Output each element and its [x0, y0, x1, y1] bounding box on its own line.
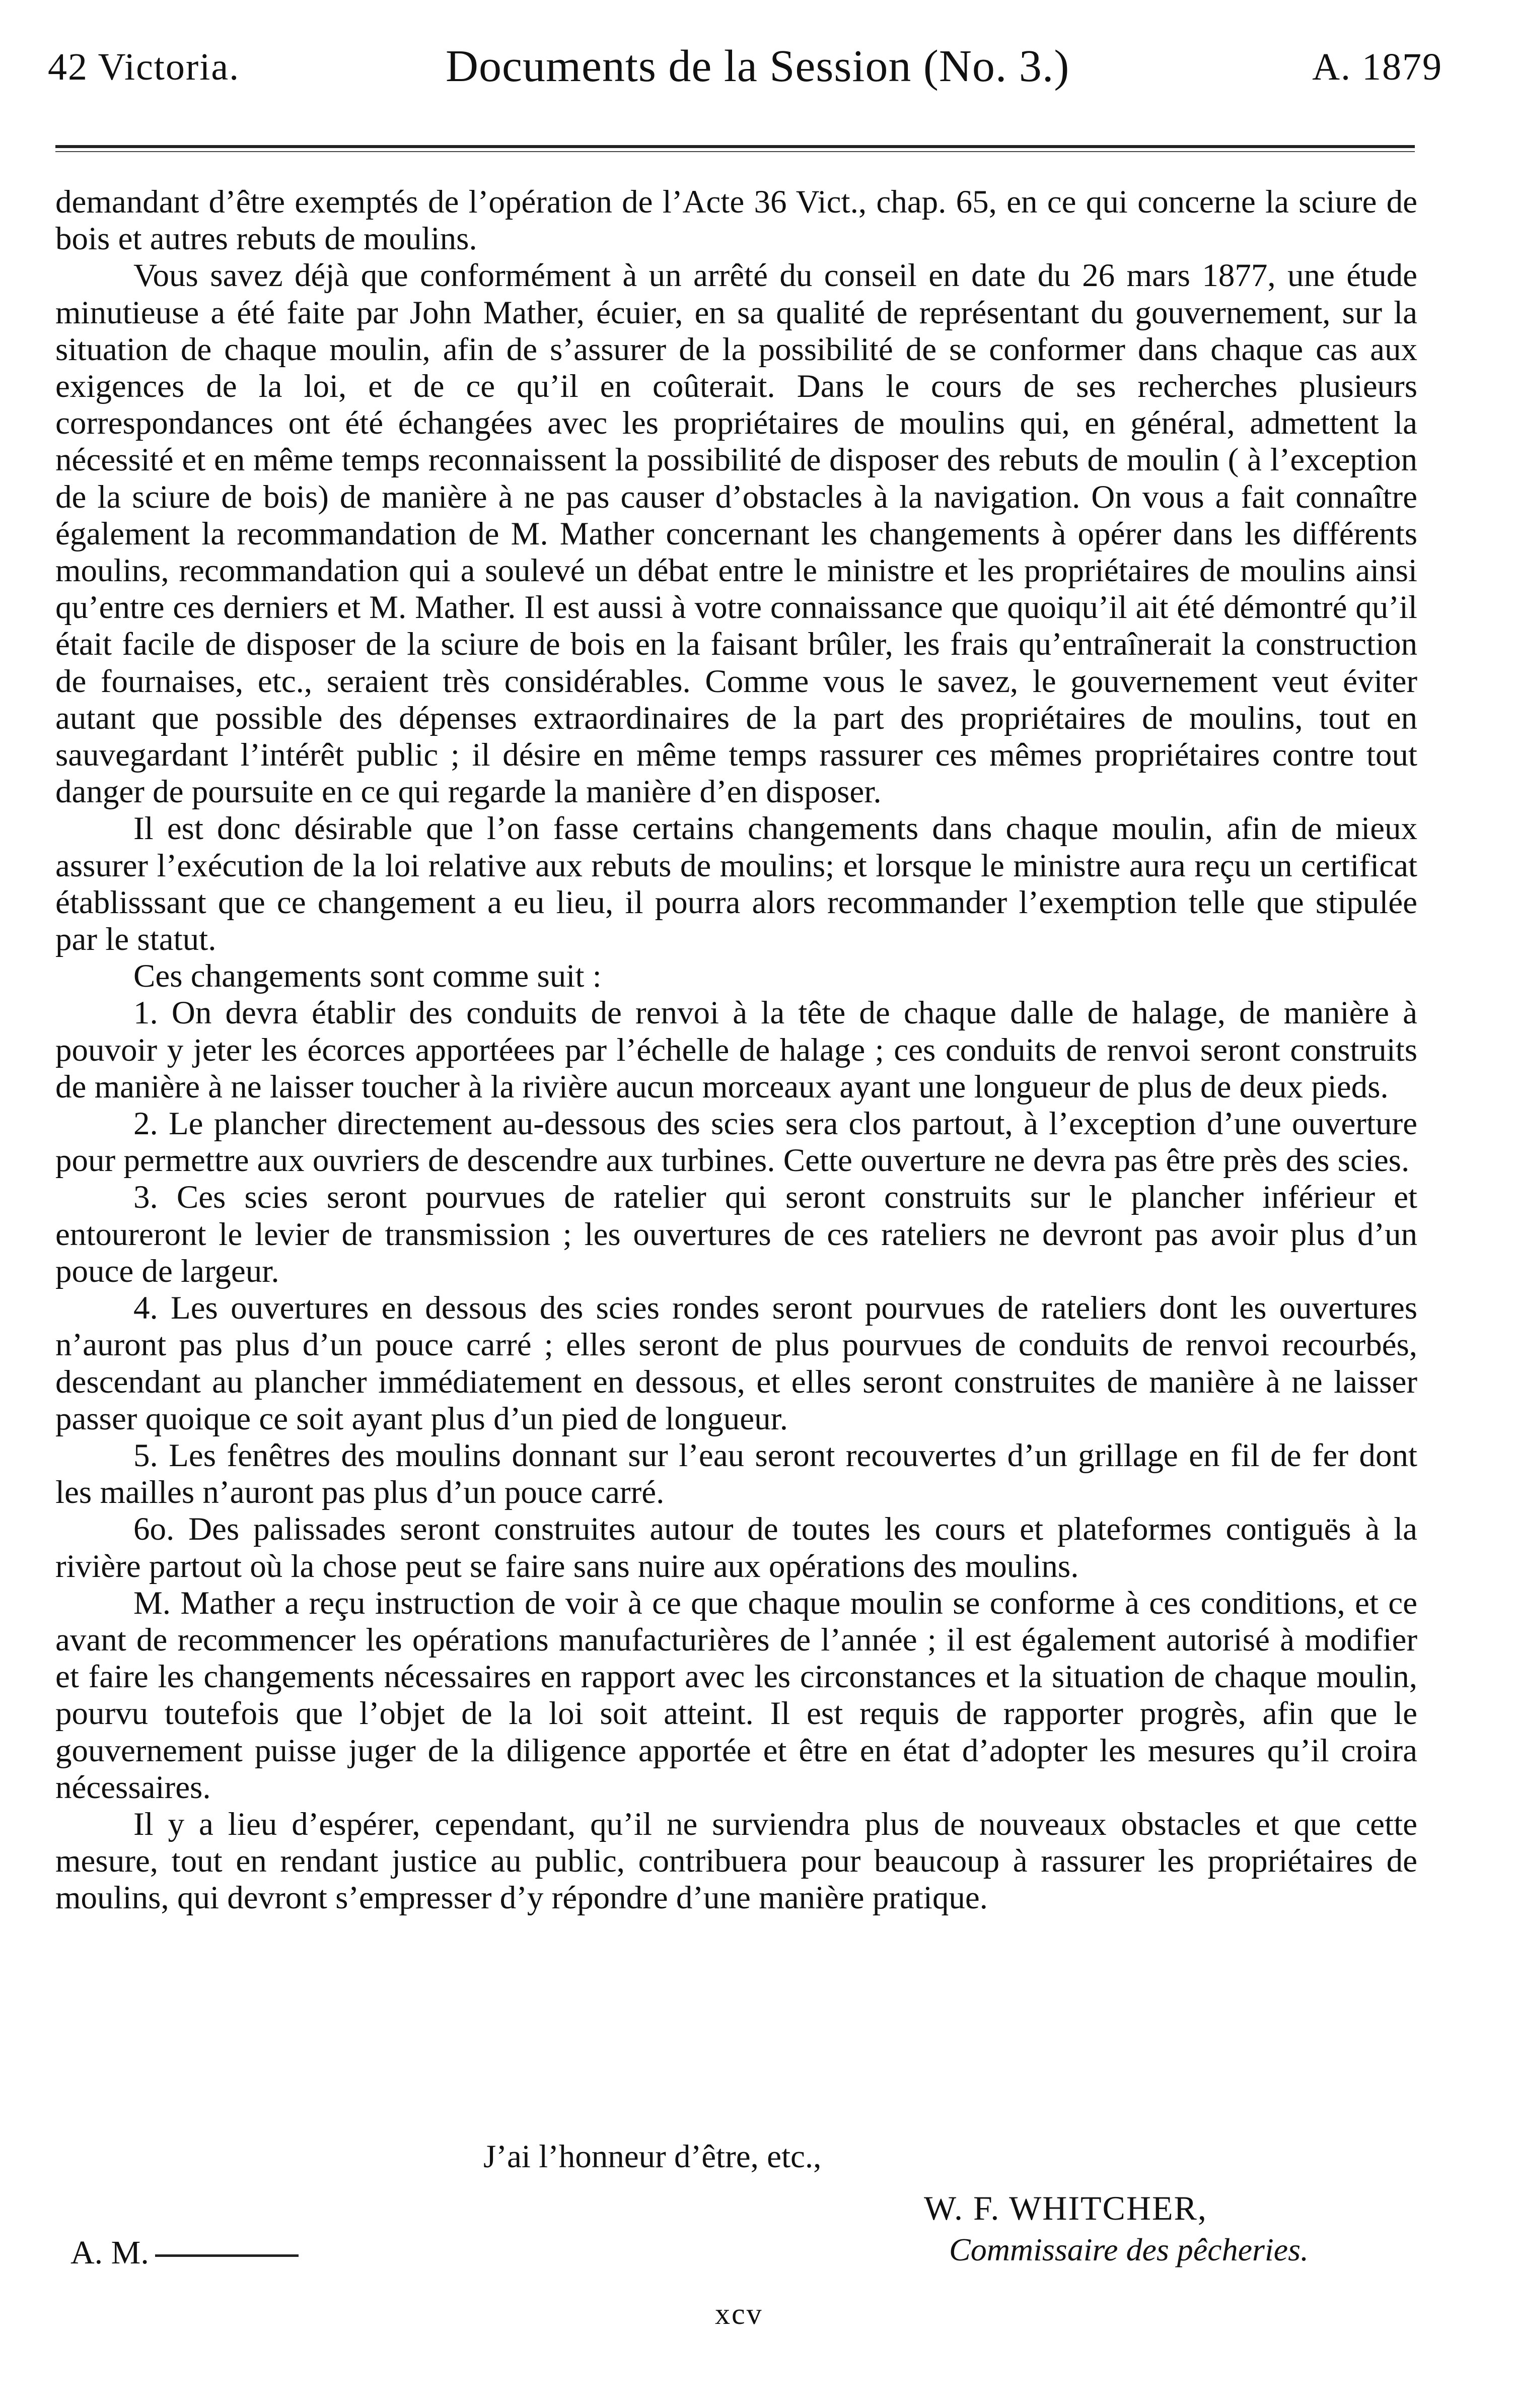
header-rule-thin [55, 151, 1415, 152]
header-rule-thick [55, 145, 1415, 148]
paragraph-3: Il est donc désirable que l’on fasse certains changements dans chaque moulin, afin de mieux assurer l’exécution de la loi relative aux rebuts de moulins; et lorsque le ministre aura reçu un certificat établisssant que ce changement a eu lieu, il pourra alors recommander l’exemption telle que stipulée par le statut. [55, 810, 1417, 958]
list-item-5: 5. Les fenêtres des moulins donnant sur l’eau seront recouvertes d’un grillage en fil de fer dont les mailles n’auront pas plus d’un pouce carré. [55, 1437, 1417, 1511]
closing-line: J’ai l’honneur d’être, etc., [483, 2139, 822, 2175]
signature-name: W. F. WHITCHER, [924, 2189, 1207, 2227]
am-marker [70, 2234, 299, 2272]
signature-title: Commissaire des pêcheries. [949, 2232, 1309, 2267]
letter-body [55, 184, 1417, 1917]
paragraph-6: Il y a lieu d’espérer, cependant, qu’il ne surviendra plus de nouveaux obstacles et que cette mesure, tout en rendant justice au public, contribuera pour beaucoup à rassurer les propriétaires de moulins, qui devront s’empresser d’y répondre d’une manière pratique. [55, 1806, 1417, 1916]
am-text: A. M. [70, 2234, 149, 2271]
list-item-1: 1. On devra établir des conduits de renvoi à la tête de chaque dalle de halage, de manière à pouvoir y jeter les écorces apportéees par l’échelle de halage ; ces conduits de renvoi seront construits de manière à ne laisser toucher à la rivière aucun morceaux ayant une longueur de plus de deux pieds. [55, 995, 1417, 1105]
header-year: A. 1879 [1312, 46, 1443, 88]
page-folio: xcv [715, 2297, 763, 2330]
list-item-6: 6o. Des palissades seront construites autour de toutes les cours et plateformes contiguës à la rivière partout où la chose peut se faire sans nuire aux opérations des moulins. [55, 1511, 1417, 1585]
paragraph-5: M. Mather a reçu instruction de voir à ce que chaque moulin se conforme à ces conditions, et ce avant de recommencer les opérations manufacturières de l’année ; il est également autorisé à modifier et faire les changements nécessaires en rapport avec les circonstances et la situation de chaque moulin, pourvu toutefois que l’objet de la loi soit atteint. Il est requis de rapporter progrès, afin que le gouvernement puisse juger de la diligence apportée et être en état d’adopter les mesures qu’il croira nécessaires. [55, 1585, 1417, 1806]
paragraph-1: demandant d’être exemptés de l’opération de l’Acte 36 Vict., chap. 65, en ce qui concerne la sciure de bois et autres rebuts de moulins. [55, 184, 1417, 257]
list-item-4: 4. Les ouvertures en dessous des scies rondes seront pourvues de rateliers dont les ouvertures n’auront pas plus d’un pouce carré ; elles seront de plus pourvues de conduits de renvoi recourbés, descendant au plancher immédiatement en dessous, et elles seront construites de manière à ne laisser passer quoique ce soit ayant plus d’un pied de longueur. [55, 1290, 1417, 1437]
list-item-3: 3. Ces scies seront pourvues de ratelier qui seront construits sur le plancher inférieur et entoureront le levier de transmission ; les ouvertures de ces rateliers ne devront pas avoir plus d’un pouce de largeur. [55, 1179, 1417, 1289]
list-item-2: 2. Le plancher directement au-dessous des scies sera clos partout, à l’exception d’une ouverture pour permettre aux ouvriers de descendre aux turbines. Cette ouverture ne devra pas être près des scies. [55, 1106, 1417, 1179]
header-volume: 42 Victoria. [48, 46, 240, 88]
am-rule [155, 2254, 299, 2257]
paragraph-2: Vous savez déjà que conformément à un arrêté du conseil en date du 26 mars 1877, une étude minutieuse a été faite par John Mather, écuier, en sa qualité de représentant du gouvernement, sur la situation de chaque moulin, afin de s’assurer de la possibilité de se conformer dans chaque cas aux exigences de la loi, et de ce qu’il en coûterait. Dans le cours de ses recherches plusieurs correspondances ont été échangées avec les propriétaires de moulins qui, en général, admettent la nécessité et en même temps reconnaissent la possibilité de disposer des rebuts de moulin ( à l’exception de la sciure de bois) de manière à ne pas causer d’obstacles à la navigation. On vous a fait connaître également la recommandation de M. Mather concernant les changements à opérer dans les différents moulins, recommandation qui a soulevé un débat entre le ministre et les propriétaires de moulins ainsi qu’entre ces derniers et M. Mather. Il est aussi à votre connaissance que quoiqu’il ait été démontré qu’il était facile de disposer de la sciure de bois en la faisant brûler, les frais qu’entraînerait la construction de fournaises, etc., seraient très considérables. Comme vous le savez, le gouvernement veut éviter autant que possible des dépenses extraordinaires de la part des propriétaires de moulins, tout en sauvegardant l’intérêt public ; il désire en même temps rassurer ces mêmes propriétaires contre tout danger de poursuite en ce qui regarde la manière d’en disposer. [55, 257, 1417, 810]
page-header [48, 18, 1443, 123]
header-title: Documents de la Session (No. 3.) [446, 41, 1070, 91]
paragraph-4: Ces changements sont comme suit : [133, 958, 602, 995]
